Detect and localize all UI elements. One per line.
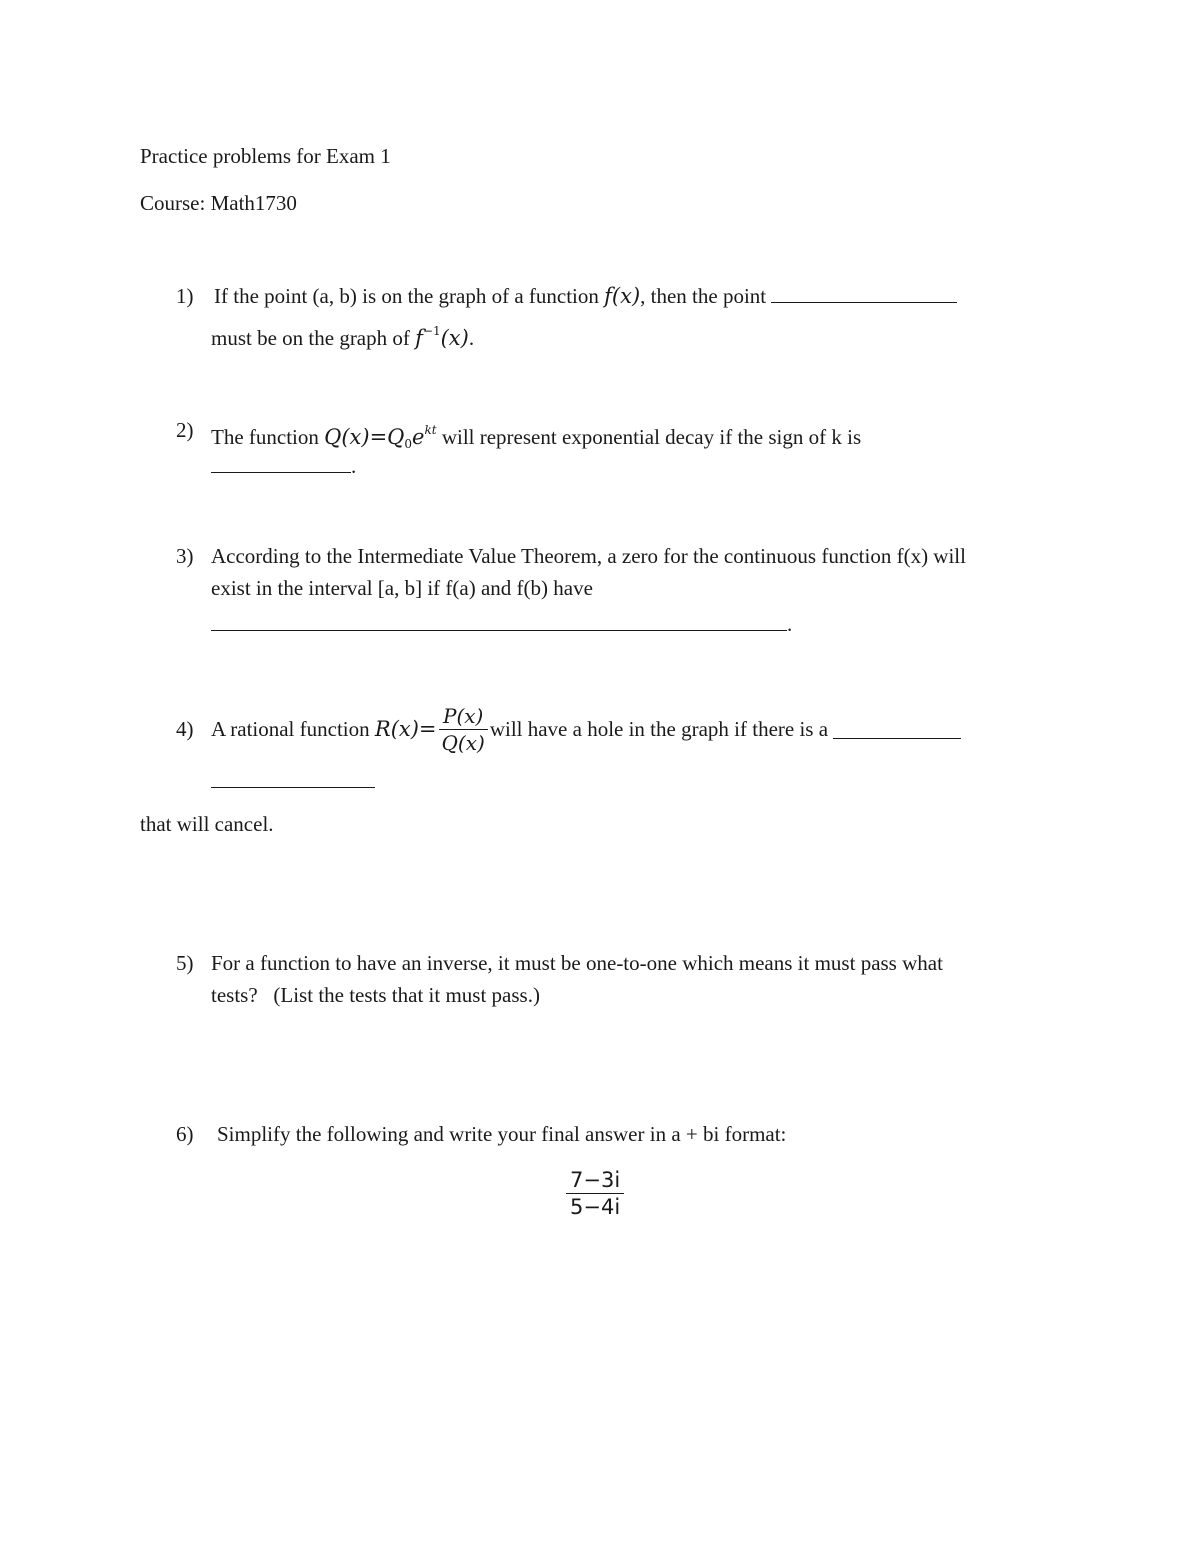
question-1-text-mid: , then the point bbox=[640, 284, 767, 308]
exponential-formula: $Q(x)=Q_0e^{kt}$ bbox=[324, 423, 437, 451]
question-2-line-2 bbox=[211, 452, 356, 480]
question-4-text-post: will have a hole in the graph if there is a bbox=[489, 717, 829, 741]
question-1-period: . bbox=[468, 326, 475, 350]
question-5-line-1: For a function to have an inverse, it must be one-to-one which means it must pass what bbox=[211, 951, 943, 975]
question-3-number: 3) bbox=[176, 544, 194, 568]
complex-fraction bbox=[566, 1167, 624, 1220]
question-1-line-2 bbox=[211, 317, 474, 352]
answer-blank-4b[interactable] bbox=[211, 769, 375, 788]
inverse-function: $f^{-1}(x)$ bbox=[415, 324, 469, 350]
answer-blank-2[interactable] bbox=[211, 454, 351, 473]
question-3-period: . bbox=[787, 612, 793, 636]
fraction-denominator: Q(x) bbox=[441, 730, 485, 755]
question-2-period: . bbox=[351, 454, 357, 478]
question-4-line-1 bbox=[211, 694, 961, 764]
question-4-text: A rational function bbox=[211, 717, 370, 741]
question-1-number: 1) bbox=[176, 284, 194, 308]
answer-blank-4a[interactable] bbox=[833, 720, 961, 739]
question-3-line-1: According to the Intermediate Value Theorem, a zero for the continuous function f(x) will bbox=[211, 544, 966, 568]
rational-fraction bbox=[439, 703, 488, 756]
question-2-text: The function bbox=[211, 425, 319, 449]
question-2-text-post: will represent exponential decay if the sign of k is bbox=[441, 425, 862, 449]
course-label: Course: Math1730 bbox=[140, 191, 297, 215]
answer-blank-1[interactable] bbox=[771, 284, 957, 303]
question-2-number: 2) bbox=[176, 418, 194, 442]
question-4-line-2 bbox=[211, 767, 375, 795]
complex-numerator: 7−3i bbox=[570, 1168, 621, 1192]
question-1-text-2: must be on the graph of bbox=[211, 326, 410, 350]
question-4-line-3: that will cancel. bbox=[140, 812, 274, 836]
fraction-numerator: P(x) bbox=[443, 703, 484, 728]
function-fx: f(x) bbox=[604, 284, 641, 308]
page-title: Practice problems for Exam 1 bbox=[140, 144, 391, 168]
question-1-line-1 bbox=[214, 282, 957, 310]
question-6-line-1: Simplify the following and write your final answer in a + bi format: bbox=[217, 1122, 787, 1146]
question-6-number: 6) bbox=[176, 1122, 194, 1146]
question-5-number: 5) bbox=[176, 951, 194, 975]
question-5-line-2: tests? (List the tests that it must pass.) bbox=[211, 983, 540, 1007]
answer-blank-3[interactable] bbox=[211, 612, 787, 631]
question-4-number: 4) bbox=[176, 717, 194, 741]
rational-function-lhs: R(x)= bbox=[374, 717, 437, 741]
question-1-text: If the point (a, b) is on the graph of a function bbox=[214, 284, 599, 308]
complex-denominator: 5−4i bbox=[570, 1195, 621, 1219]
question-3-line-3 bbox=[211, 610, 792, 638]
question-3-line-2: exist in the interval [a, b] if f(a) and f(b) have bbox=[211, 576, 593, 600]
